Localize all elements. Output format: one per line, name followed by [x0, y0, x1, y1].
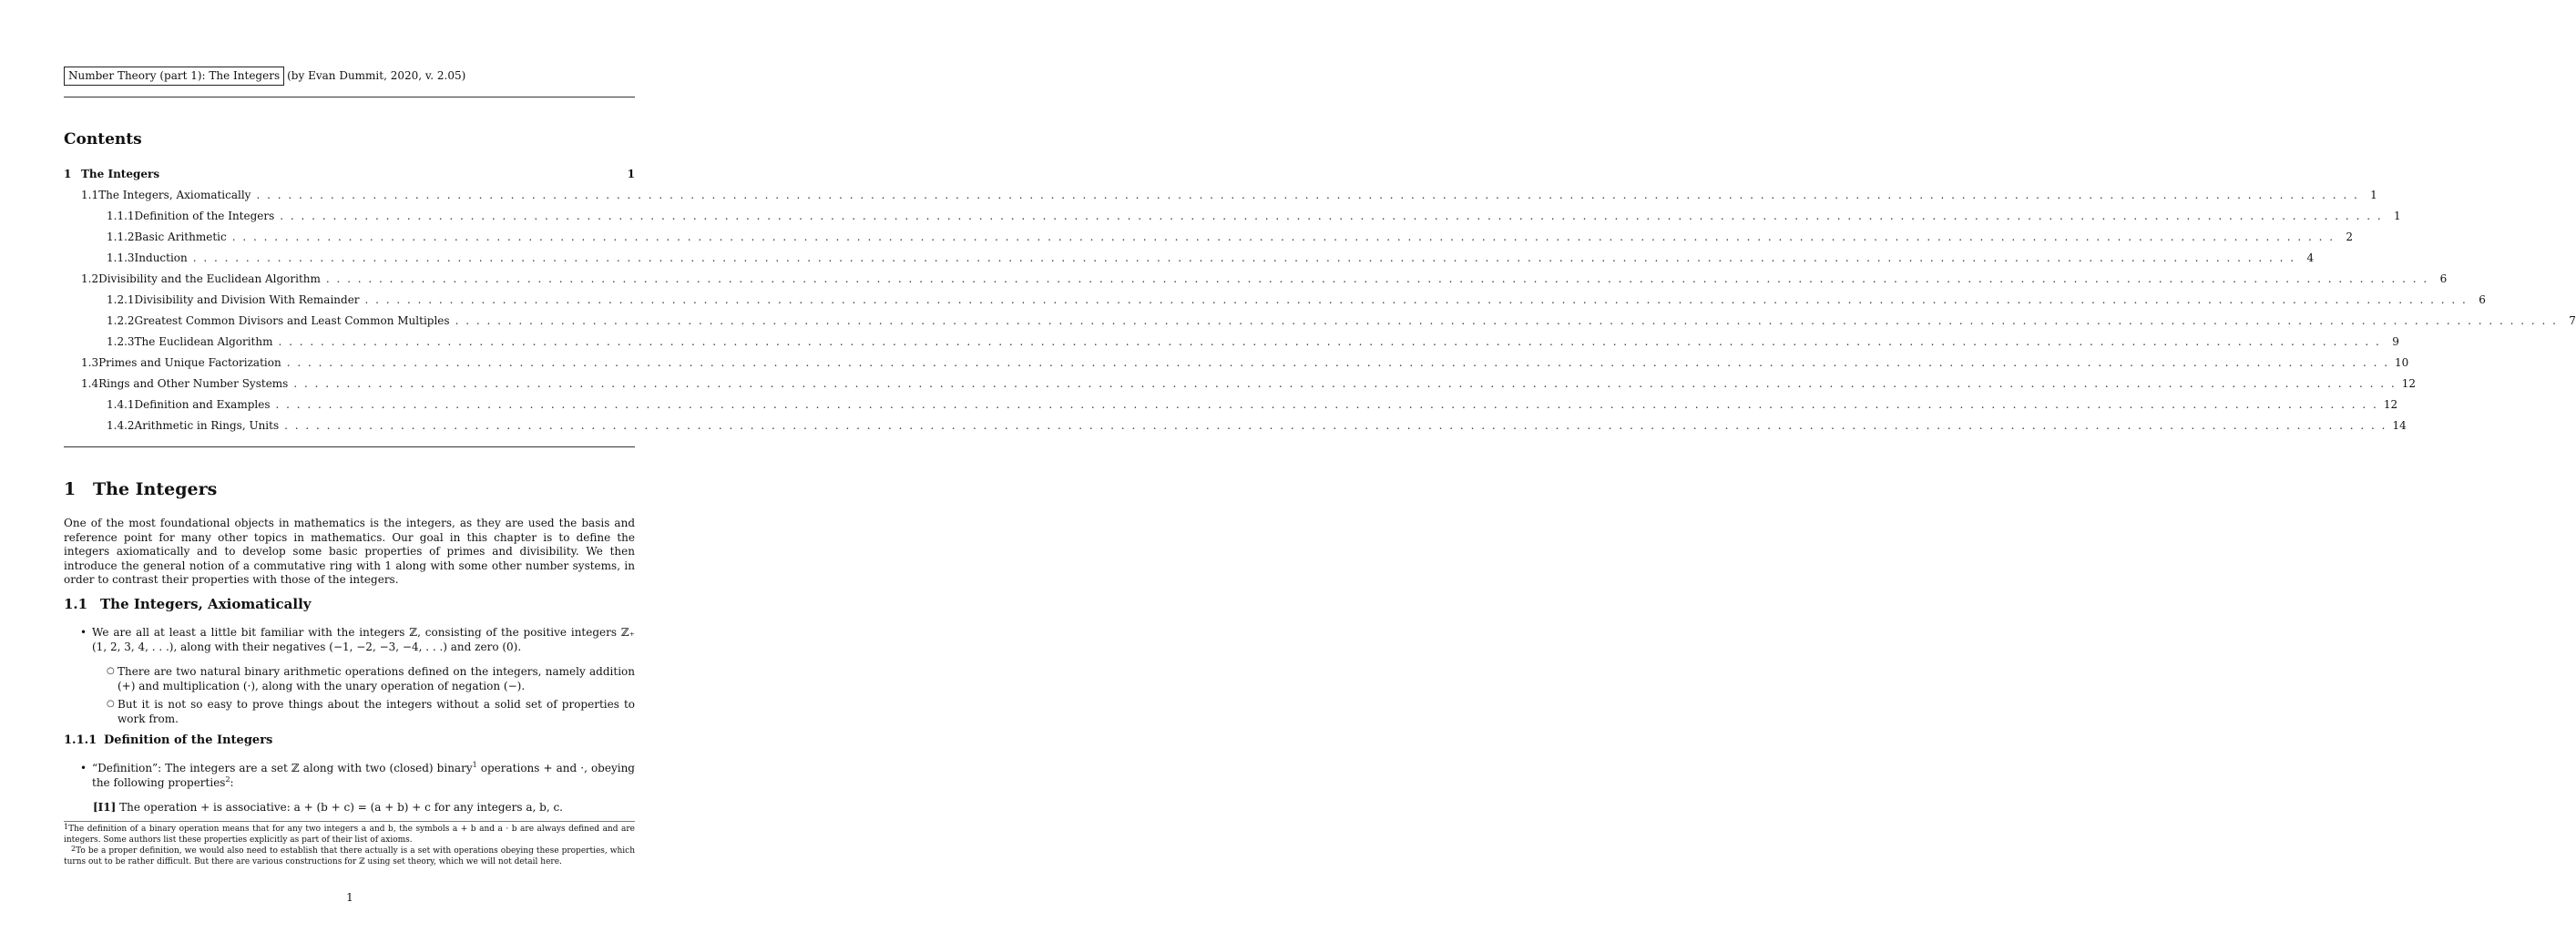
list-item [107, 697, 635, 726]
toc-entry-number: 1 [64, 168, 72, 180]
footnote-mark: 2 [71, 845, 77, 853]
toc-entry[interactable] [64, 228, 2354, 246]
toc-leader-dots: . . . . . . . . . . . . . . . . . . . . . . . . . . . . . . . . . . . . . . . . . . . . . . . . . . . . . . . . . . . . . . . . . . . . . . . . . . . . . . . . . . . . . . . . . . . . . . . . . . . . . . . . . . . . . . . . . . . . . . . . . . . . . . . . . . . . . . . . . . . . . . . . . . . . . . . . . . . . . . . . . . . . . . . . . . . . . . . . . . . . . . . . . . . . . . . . . . . . . . . [286, 356, 2390, 369]
section-title: The Integers [93, 479, 218, 499]
toc-leader-dots: . . . . . . . . . . . . . . . . . . . . . . . . . . . . . . . . . . . . . . . . . . . . . . . . . . . . . . . . . . . . . . . . . . . . . . . . . . . . . . . . . . . . . . . . . . . . . . . . . . . . . . . . . . . . . . . . . . . . . . . . . . . . . . . . . . . . . . . . . . . . . . . . . . . . . . . . . . . . . . . . . . . . . . . . . . . . . . . . . . . . . . . . . . . . . . . . . . . . . . . [364, 293, 2468, 306]
toc-entry-label: The Integers, Axiomatically [98, 189, 251, 201]
toc-leader-dots: . . . . . . . . . . . . . . . . . . . . . . . . . . . . . . . . . . . . . . . . . . . . . . . . . . . . . . . . . . . . . . . . . . . . . . . . . . . . . . . . . . . . . . . . . . . . . . . . . . . . . . . . . . . . . . . . . . . . . . . . . . . . . . . . . . . . . . . . . . . . . . . . . . . . . . . . . . . . . . . . . . . . . . . . . . . . . . . . . . . . . . . . . . . . . . . . . . . . . . . [256, 189, 2359, 201]
toc-leader-dots: . . . . . . . . . . . . . . . . . . . . . . . . . . . . . . . . . . . . . . . . . . . . . . . . . . . . . . . . . . . . . . . . . . . . . . . . . . . . . . . . . . . . . . . . . . . . . . . . . . . . . . . . . . . . . . . . . . . . . . . . . . . . . . . . . . . . . . . . . . . . . . . . . . . . . . . . . . . . . . . . . . . . . . . . . . . . . . . . . . . . . . . . . . . . . . . . . . . . . . . [278, 335, 2381, 348]
header-title-box: Number Theory (part 1): The Integers [64, 67, 284, 86]
toc-entry-number: 1.1.2 [107, 231, 135, 243]
toc-entry-label: Rings and Other Number Systems [98, 377, 289, 390]
toc-entry-page: 6 [2439, 272, 2448, 285]
toc-entry-number: 1.1 [81, 189, 99, 201]
toc-entry-page: 1 [2370, 189, 2377, 201]
toc-entry-label: Greatest Common Divisors and Least Common Multiples [134, 314, 450, 327]
toc-leader-dots: . . . . . . . . . . . . . . . . . . . . . . . . . . . . . . . . . . . . . . . . . . . . . . . . . . . . . . . . . . . . . . . . . . . . . . . . . . . . . . . . . . . . . . . . . . . . . . . . . . . . . . . . . . . . . . . . . . . . . . . . . . . . . . . . . . . . . . . . . . . . . . . . . . . . . . . . . . . . . . . . . . . . . . . . . . . . . . . . . . . . . . . . . . . . . . . . . . . . . . . [293, 377, 2397, 390]
footnote-ref[interactable]: 2 [225, 775, 230, 784]
toc-entry-number: 1.2 [81, 272, 99, 285]
toc-entry-label: Definition of the Integers [134, 210, 275, 222]
axiom-item [93, 800, 563, 815]
header-byline: (by Evan Dummit, 2020, v. 2.05) [287, 69, 466, 82]
subsection-title: The Integers, Axiomatically [100, 596, 312, 612]
toc-entry[interactable] [64, 354, 2409, 372]
page-header [64, 67, 635, 87]
toc-entry[interactable] [64, 207, 2401, 225]
sub-bullet-marker: ○ [107, 666, 115, 676]
page-number: 1 [346, 891, 353, 904]
sub-bullet-marker: ○ [107, 699, 115, 709]
contents-heading: Contents [64, 130, 142, 149]
intro-paragraph: One of the most foundational objects in mathematics is the integers, as they are used the basis and reference point for many other topics in mathematics. Our goal in this chapter is to define the integers axiomatically and to develop some basic properties of primes and divisibility. We then introduce the general notion of a commutative ring with 1 along with some other number systems, in order to contrast their properties with those of the integers. [64, 517, 635, 586]
bullet-text: : [230, 776, 234, 789]
toc-entry-number: 1.2.1 [107, 293, 135, 306]
toc-entry[interactable] [64, 416, 2407, 435]
toc-entry-label: Arithmetic in Rings, Units [134, 419, 280, 432]
toc-entry-number: 1.3 [81, 356, 99, 369]
bullet-text: “Definition”: The integers are a set ℤ along with two (closed) binary [92, 762, 473, 774]
toc-entry[interactable] [64, 270, 2448, 288]
section-heading [64, 479, 217, 499]
toc-entry-page: 7 [2569, 314, 2576, 327]
toc-entry-number: 1.4.2 [107, 419, 135, 432]
toc-entry-page: 4 [2306, 251, 2315, 264]
bullet-marker: • [80, 626, 87, 639]
subsection-number: 1.1 [64, 596, 88, 612]
bullet-text: But it is not so easy to prove things about the integers without a solid set of properties to work from. [118, 698, 635, 725]
toc-entry-label: Divisibility and Division With Remainder [134, 293, 360, 306]
toc-entry-label: Divisibility and the Euclidean Algorithm [98, 272, 321, 285]
subsubsection-number: 1.1.1 [64, 733, 97, 747]
toc-entry[interactable] [64, 165, 635, 183]
toc-entry-number: 1.2.3 [107, 335, 135, 348]
bullet-text: We are all at least a little bit familiar with the integers ℤ, consisting of the positive integers ℤ₊ (1, 2, 3, 4, . . .), along with their negatives (−1, −2, −3, −4, . . .) and zero (0). [92, 626, 635, 653]
toc-entry-label: Definition and Examples [134, 398, 271, 411]
toc-entry[interactable] [64, 333, 2399, 351]
axiom-text: The operation + is associative: a + (b + c) = (a + b) + c for any integers a, b, c. [119, 801, 563, 814]
toc-entry-page: 14 [2392, 419, 2407, 432]
footnote-rule [64, 821, 635, 822]
toc-entry-number: 1.2.2 [107, 314, 135, 327]
bullet-text: There are two natural binary arithmetic operations defined on the integers, namely addition (+) and multiplication (·), along with the unary operation of negation (−). [118, 665, 635, 692]
toc-entry-page: 12 [2383, 398, 2398, 411]
toc-entry-number: 1.1.3 [107, 251, 135, 264]
toc-entry-number: 1.4 [81, 377, 99, 390]
toc-entry-label: Basic Arithmetic [134, 231, 227, 243]
list-item [107, 664, 635, 693]
toc-entry-number: 1.4.1 [107, 398, 135, 411]
toc-leader-dots: . . . . . . . . . . . . . . . . . . . . . . . . . . . . . . . . . . . . . . . . . . . . . . . . . . . . . . . . . . . . . . . . . . . . . . . . . . . . . . . . . . . . . . . . . . . . . . . . . . . . . . . . . . . . . . . . . . . . . . . . . . . . . . . . . . . . . . . . . . . . . . . . . . . . . . . . . . . . . . . . . . . . . . . . . . . . . . . . . . . . . . . . . . . . . . . . . . . . . . . [280, 210, 2383, 222]
toc-leader-dots: . . . . . . . . . . . . . . . . . . . . . . . . . . . . . . . . . . . . . . . . . . . . . . . . . . . . . . . . . . . . . . . . . . . . . . . . . . . . . . . . . . . . . . . . . . . . . . . . . . . . . . . . . . . . . . . . . . . . . . . . . . . . . . . . . . . . . . . . . . . . . . . . . . . . . . . . . . . . . . . . . . . . . . . . . . . . . . . . . . . . . . . . . . . . . . . . . . . . . . . [192, 251, 2296, 264]
footnote-text: To be a proper definition, we would also need to establish that there actually is a set with operations obeying these properties, which turns out to be rather difficult. But there are various constructions for ℤ using set theory, which we will not detail here. [64, 846, 635, 866]
toc-entry[interactable] [64, 374, 2416, 393]
footnote-ref[interactable]: 1 [472, 761, 477, 769]
toc-entry-page: 9 [2392, 335, 2399, 348]
toc-entry[interactable] [64, 312, 2576, 330]
bullet-marker: • [80, 762, 87, 774]
toc-entry-page: 10 [2395, 356, 2409, 369]
list-item [80, 761, 635, 790]
toc-leader-dots: . . . . . . . . . . . . . . . . . . . . . . . . . . . . . . . . . . . . . . . . . . . . . . . . . . . . . . . . . . . . . . . . . . . . . . . . . . . . . . . . . . . . . . . . . . . . . . . . . . . . . . . . . . . . . . . . . . . . . . . . . . . . . . . . . . . . . . . . . . . . . . . . . . . . . . . . . . . . . . . . . . . . . . . . . . . . . . . . . . . . . . . . . . . . . . . . . . . . . . . [284, 419, 2387, 432]
toc-entry-label: The Euclidean Algorithm [134, 335, 273, 348]
footnote [64, 825, 635, 846]
section-number: 1 [64, 479, 77, 499]
footnote-mark: 1 [64, 823, 69, 831]
toc-entry[interactable] [64, 395, 2398, 414]
toc-entry-label: Induction [134, 251, 188, 264]
toc-entry-page: 1 [2394, 210, 2401, 222]
toc-entry-page: 2 [2346, 231, 2354, 243]
contents-rule [64, 446, 635, 447]
subsubsection-heading [64, 733, 272, 747]
toc-entry-page: 6 [2479, 293, 2486, 306]
toc-entry[interactable] [64, 249, 2315, 267]
toc-entry-page: 1 [627, 168, 635, 180]
toc-leader-dots: . . . . . . . . . . . . . . . . . . . . . . . . . . . . . . . . . . . . . . . . . . . . . . . . . . . . . . . . . . . . . . . . . . . . . . . . . . . . . . . . . . . . . . . . . . . . . . . . . . . . . . . . . . . . . . . . . . . . . . . . . . . . . . . . . . . . . . . . . . . . . . . . . . . . . . . . . . . . . . . . . . . . . . . . . . . . . . . . . . . . . . . . . . . . . . . . . . . . . . . [231, 231, 2336, 243]
toc-leader-dots: . . . . . . . . . . . . . . . . . . . . . . . . . . . . . . . . . . . . . . . . . . . . . . . . . . . . . . . . . . . . . . . . . . . . . . . . . . . . . . . . . . . . . . . . . . . . . . . . . . . . . . . . . . . . . . . . . . . . . . . . . . . . . . . . . . . . . . . . . . . . . . . . . . . . . . . . . . . . . . . . . . . . . . . . . . . . . . . . . . . . . . . . . . . . . . . . . . . . . . . [455, 314, 2558, 327]
axiom-label: [I1] [93, 801, 117, 814]
footnote-text: The definition of a binary operation means that for any two integers a and b, the symbols a + b and a · b are always defined and are integers. Some authors list these properties explicitly as part of their list of axioms. [64, 825, 635, 845]
subsection-heading [64, 596, 312, 612]
bullet-text: operations + and ·, obeying the following properties [92, 762, 635, 789]
toc-entry[interactable] [64, 291, 2486, 309]
toc-entry-label: Primes and Unique Factorization [98, 356, 281, 369]
list-item [80, 625, 635, 654]
subsubsection-title: Definition of the Integers [104, 733, 273, 747]
toc-leader-dots: . . . . . . . . . . . . . . . . . . . . . . . . . . . . . . . . . . . . . . . . . . . . . . . . . . . . . . . . . . . . . . . . . . . . . . . . . . . . . . . . . . . . . . . . . . . . . . . . . . . . . . . . . . . . . . . . . . . . . . . . . . . . . . . . . . . . . . . . . . . . . . . . . . . . . . . . . . . . . . . . . . . . . . . . . . . . . . . . . . . . . . . . . . . . . . . . . . . . . . . [275, 398, 2378, 411]
toc-entry-label: The Integers [81, 168, 160, 180]
footnote [64, 846, 635, 867]
toc-entry-page: 12 [2401, 377, 2416, 390]
toc-leader-dots: . . . . . . . . . . . . . . . . . . . . . . . . . . . . . . . . . . . . . . . . . . . . . . . . . . . . . . . . . . . . . . . . . . . . . . . . . . . . . . . . . . . . . . . . . . . . . . . . . . . . . . . . . . . . . . . . . . . . . . . . . . . . . . . . . . . . . . . . . . . . . . . . . . . . . . . . . . . . . . . . . . . . . . . . . . . . . . . . . . . . . . . . . . . . . . . . . . . . . . . [325, 272, 2429, 285]
toc-entry[interactable] [64, 186, 2377, 204]
toc-entry-number: 1.1.1 [107, 210, 135, 222]
